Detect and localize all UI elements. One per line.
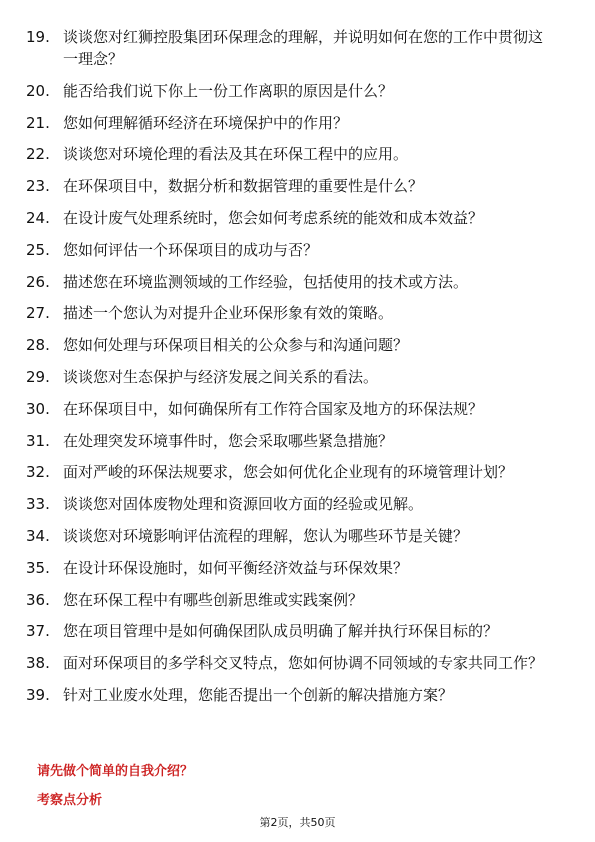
question-text: 您在环保工程中有哪些创新思维或实践案例？ [63,590,364,609]
question-number: 34. [26,526,50,545]
question-text: 您如何理解循环经济在环境保护中的作用？ [63,113,349,132]
question-number: 38. [26,654,50,673]
question-item [26,239,556,261]
question-item [26,493,556,515]
question-number: 19. [26,28,50,46]
question-number: 39. [26,685,50,704]
question-text: 针对工业废水处理，您能否提出一个创新的解决措施方案？ [63,685,454,704]
question-item [26,26,556,70]
question-item [26,684,556,706]
question-item [26,557,556,579]
question-item [26,525,556,547]
question-text: 在设计环保设施时，如何平衡经济效益与环保效果？ [63,558,409,577]
question-text: 谈谈您对固体废物处理和资源回收方面的经验或见解。 [63,495,424,514]
question-number: 33. [26,495,50,514]
question-item [26,652,556,674]
question-number: 22. [26,145,50,164]
question-text: 谈谈您对环境影响评估流程的理解，您认为哪些环节是关键？ [63,526,469,545]
question-text: 谈谈您对红狮控股集团环保理念的理解，并说明如何在您的工作中贯彻这一理念？ [63,28,544,68]
question-item [26,461,556,483]
question-list [26,26,556,716]
question-text: 能否给我们说下你上一份工作离职的原因是什么？ [63,81,394,100]
question-item [26,302,556,324]
question-text: 在处理突发环境事件时，您会采取哪些紧急措施？ [63,431,394,450]
question-item [26,620,556,642]
question-text: 谈谈您对环境伦理的看法及其在环保工程中的应用。 [63,145,409,164]
question-item [26,271,556,293]
question-number: 23. [26,177,50,196]
question-text: 在环保项目中，数据分析和数据管理的重要性是什么？ [63,177,424,196]
question-text: 您在项目管理中是如何确保团队成员明确了解并执行环保目标的？ [63,622,499,641]
question-item [26,143,556,165]
question-item [26,366,556,388]
question-number: 35. [26,558,50,577]
question-item [26,112,556,134]
analysis-heading: 考察点分析 [37,793,103,808]
question-item [26,80,556,102]
question-item [26,175,556,197]
question-item [26,430,556,452]
question-text: 在设计废气处理系统时，您会如何考虑系统的能效和成本效益？ [63,208,484,227]
question-item [26,589,556,611]
question-item [26,207,556,229]
question-number: 37. [26,622,50,641]
question-number: 29. [26,367,50,386]
question-text: 您如何评估一个环保项目的成功与否？ [63,240,319,259]
question-number: 27. [26,304,50,323]
question-number: 32. [26,463,50,482]
question-text: 面对严峻的环保法规要求，您会如何优化企业现有的环境管理计划？ [63,463,514,482]
question-text: 描述一个您认为对提升企业环保形象有效的策略。 [63,304,394,323]
question-number: 31. [26,431,50,450]
question-number: 20. [26,81,50,100]
question-text: 面对环保项目的多学科交叉特点，您如何协调不同领域的专家共同工作？ [63,654,544,673]
question-number: 21. [26,113,50,132]
question-number: 28. [26,336,50,355]
self-intro-heading: 请先做个简单的自我介绍？ [37,764,194,779]
question-item [26,398,556,420]
question-text: 您如何处理与环保项目相关的公众参与和沟通问题？ [63,336,409,355]
question-number: 24. [26,208,50,227]
question-number: 26. [26,272,50,291]
page-footer: 第2页，共50页 [259,816,336,829]
question-text: 谈谈您对生态保护与经济发展之间关系的看法。 [63,367,379,386]
question-text: 描述您在环境监测领域的工作经验，包括使用的技术或方法。 [63,272,469,291]
question-number: 36. [26,590,50,609]
question-number: 30. [26,399,50,418]
question-item [26,334,556,356]
question-number: 25. [26,240,50,259]
question-text: 在环保项目中，如何确保所有工作符合国家及地方的环保法规？ [63,399,484,418]
